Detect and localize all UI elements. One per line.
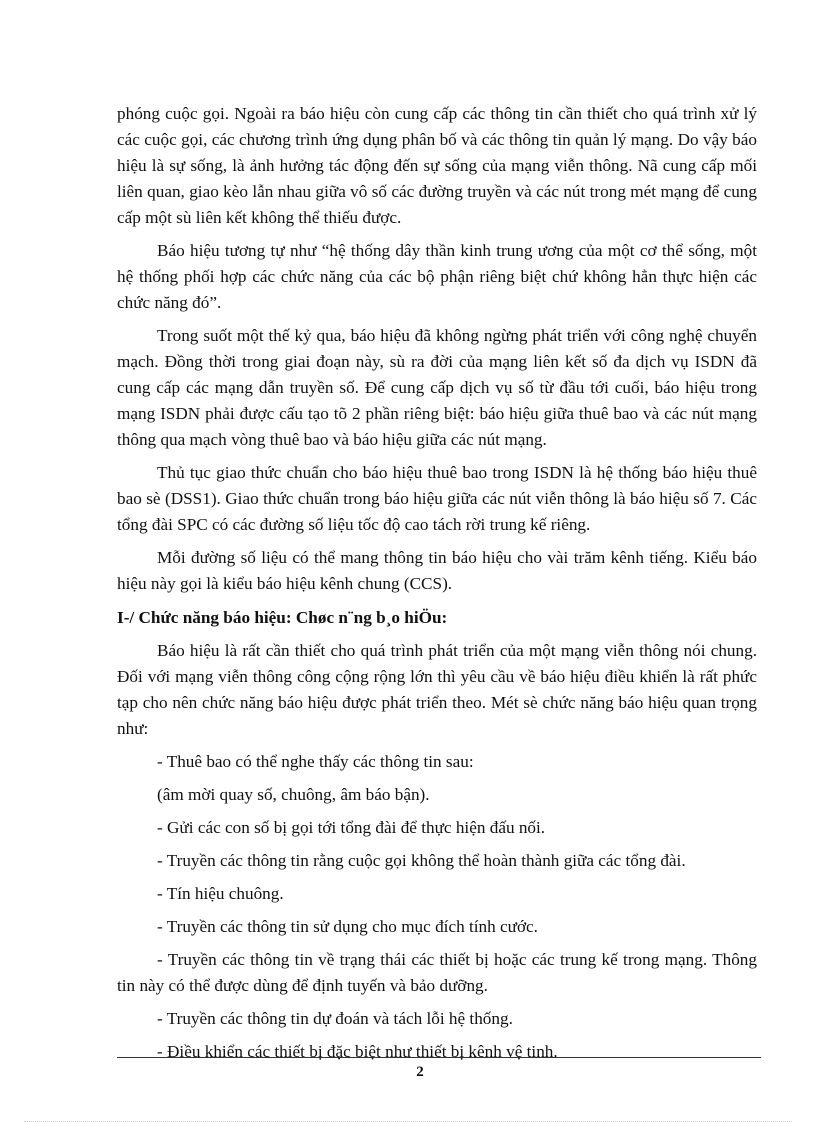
list-item: - Truyền các thông tin về trạng thái các thiết bị hoặc các trung kế trong mạng. Thông tin này có thể được dùng để định tuyến và bảo dưỡng.: [117, 950, 757, 995]
page-number: 2: [416, 1064, 424, 1080]
paragraph: Báo hiệu tương tự như “hệ thống dây thần kinh trung ương của một cơ thể sống, một hệ thống phối hợp các chức năng của các bộ phận riêng biệt chứ không hẳn thực hiện các chức năng đó”.: [117, 241, 757, 312]
paragraph: Mỗi đường số liệu có thể mang thông tin báo hiệu cho vài trăm kênh tiếng. Kiểu báo hiệu này gọi là kiểu báo hiệu kênh chung (CCS).: [117, 548, 757, 593]
list-item: - Truyền các thông tin rằng cuộc gọi không thể hoàn thành giữa các tổng đài.: [157, 851, 686, 870]
list-item: - Truyền các thông tin sử dụng cho mục đích tính cước.: [157, 917, 538, 936]
page-edge-divider: [24, 1121, 792, 1122]
list-item: - Tín hiệu chuông.: [157, 884, 284, 903]
list-item: - Gửi các con số bị gọi tới tổng đài để thực hiện đấu nối.: [157, 818, 546, 837]
paragraph: Trong suốt một thế kỷ qua, báo hiệu đã không ngừng phát triển với công nghệ chuyển mạch. Đồng thời trong giai đoạn này, sù ra đời của mạng liên kết số đa dịch vụ ISDN đã cung cấp các mạng dẫn truyền số. Để cung cấp dịch vụ số từ đầu tới cuối, báo hiệu trong mạng ISDN phải được cấu tạo tõ 2 phần riêng biệt: báo hiệu giữa thuê bao và các nút mạng thông qua mạch vòng thuê bao và báo hiệu giữa các nút mạng.: [117, 326, 757, 449]
list-item: - Điều khiển các thiết bị đặc biệt như thiết bị kênh vệ tinh.: [157, 1042, 558, 1061]
paragraph: Thủ tục giao thức chuẩn cho báo hiệu thuê bao trong ISDN là hệ thống báo hiệu thuê bao sè (DSS1). Giao thức chuẩn trong báo hiệu giữa các nút viễn thông là báo hiệu số 7. Các tổng đài SPC có các đường số liệu tốc độ cao tách rời trung kế riêng.: [117, 463, 757, 534]
list-item: - Truyền các thông tin dự đoán và tách lỗi hệ thống.: [157, 1009, 513, 1028]
page-content: [117, 101, 757, 1072]
paragraph: Báo hiệu là rất cần thiết cho quá trình phát triển của một mạng viễn thông nói chung. Đối với mạng viễn thông công cộng rộng lớn thì yêu cầu về báo hiệu điều khiển là rất phức tạp cho nên chức năng báo hiệu được phát triển theo. Mét sè chức năng báo hiệu quan trọng như:: [117, 641, 757, 738]
list-item: - Thuê bao có thể nghe thấy các thông tin sau:: [157, 752, 474, 771]
section-heading: I-/ Chức năng báo hiệu: Chøc n¨ng b¸o hiÖu:: [117, 608, 448, 627]
paragraph: phóng cuộc gọi. Ngoài ra báo hiệu còn cung cấp các thông tin cần thiết cho quá trình xử lý các cuộc gọi, các chương trình ứng dụng phân bố và các thông tin quản lý mạng. Do vậy báo hiệu là sự sống, là ảnh hưởng tác động đến sự sống của mạng viễn thông. Nã cung cấp mối liên quan, giao kèo lẫn nhau giữa vô số các đường truyền và các nút trong mét mạng để cung cấp một sù liên kết không thể thiếu được.: [117, 104, 757, 227]
list-item: (âm mời quay số, chuông, âm báo bận).: [157, 785, 430, 804]
footer-divider: [117, 1057, 761, 1058]
